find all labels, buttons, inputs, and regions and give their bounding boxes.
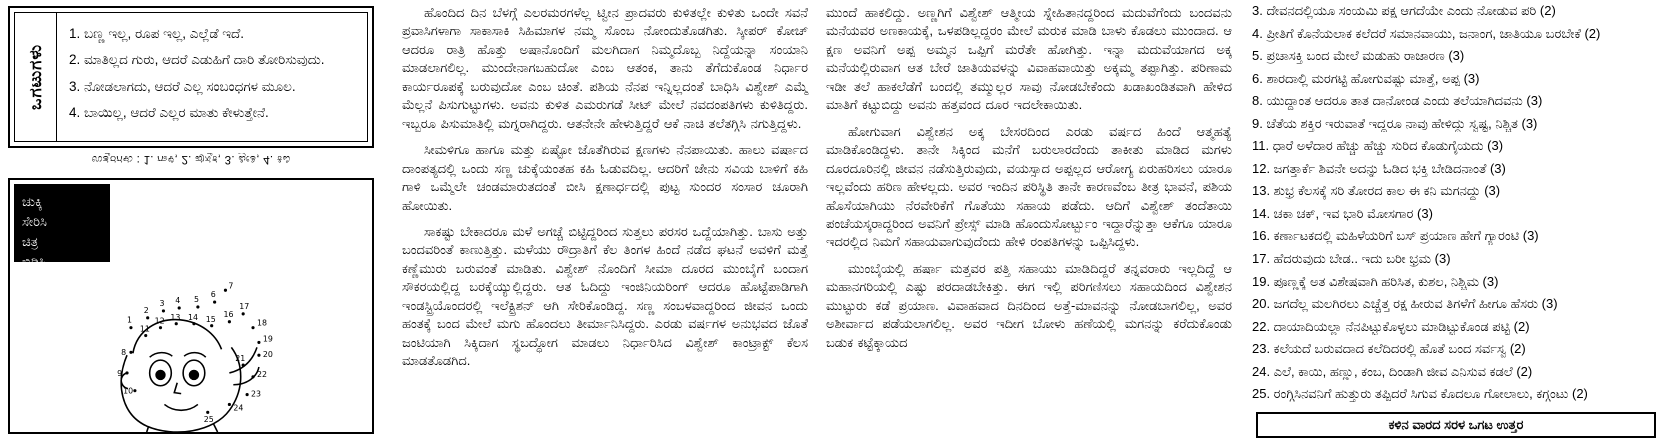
svg-text:8: 8 (121, 348, 127, 358)
svg-text:22: 22 (256, 369, 267, 379)
svg-text:3: 3 (159, 299, 165, 308)
list-item: 12. ಜಗತ್ತಾರ್ಕೆ ಶಿವನೇ ಅದನ್ನು ಓಡಿದ ಭಕ್ತಿ ಬೇಡಿದನಾಂತೆ (3) (1252, 160, 1506, 176)
dot-puzzle-label-line: ಚಿತ್ರ (22, 234, 39, 250)
list-item: 11. ಧಾರೆ ಅಳೆದಾರ ಹೆಚ್ಚು ಹೆಚ್ಚು ಸುರಿದ ಕೊಡುಗೈಯದು (3) (1252, 138, 1504, 154)
clue-list (1252, 2, 1656, 403)
riddle-item: 3. ನೋಡಲಾಗದು, ಆದರೆ ಎಲ್ಲ ಸಂಬಂಧಗಳ ಮೂಲ. (69, 78, 296, 94)
column-story-1 (396, 0, 814, 438)
column-left (0, 0, 390, 438)
list-item: 23. ಕಲೆಯದೆ ಬರುವದಾದ ಕಲೆದಿದರಲ್ಲಿ ಹೊತೆ ಬಂದ ಸರ್ವಸ್ವ (2) (1252, 341, 1526, 357)
riddles-inner (14, 12, 368, 142)
dot-puzzle-drawing (10, 180, 372, 432)
list-item: 20. ಜಗದೆಲ್ಲ ಮಲಗಿರಲು ಎಚ್ಚೆತ್ತ ರಕ್ಷ ಹೀರುವ ತಿಗಳೆಗೆ ಹೀಗೂ ಹೆಸರು (3) (1252, 296, 1558, 312)
svg-text:12: 12 (154, 316, 165, 326)
column-story-2 (820, 0, 1238, 438)
list-item: 22. ದಾಯಾದಿಯಲ್ಲಾ ನೆನಪಿಟ್ಟುಕೊಳ್ಳಲು ಮಾಡಿಟ್ಟುಕೊಂಡ ಪಟ್ಟಿ (2) (1252, 318, 1530, 334)
svg-text:2: 2 (143, 305, 149, 315)
svg-text:16: 16 (223, 309, 234, 319)
list-item: 16. ಕರ್ಣಾಟಕದಲ್ಲಿ ಮಹಿಳೆಯರಿಗೆ ಬಸ್ ಪ್ರಯಾಣ ಹೇಗೆ ಗ್ಯಾರಂಟಿ (3) (1252, 228, 1539, 244)
list-item: 3. ದೇವನದಲ್ಲಿಯೂ ಸಂಯಮಿ ಪಕ್ಷ ಆಗದೆಯೇ ಎಂದು ನೋಡುವ ಪರಿ (2) (1252, 3, 1556, 18)
riddle-item: 1. ಬಣ್ಣ ಇಲ್ಲ, ರೂಪ ಇಲ್ಲ, ಎಲ್ಲೆಡೆ ಇದೆ. (69, 26, 245, 41)
story-paragraph: ಮುಂದೆ ಹಾಕಲಿದ್ದು. ಅಣ್ಣಗಿಗೆ ವಿಶ್ವೇಶ್ ಆತ್ಮೀಯ ಸ್ನೇಹಿತಾನದ್ದರಿಂದ ಮದುವೆಗೆಂದು ಬಂದವನು ಮನೆಯವರ ಅಣಕಾಯಕ್ಕೆ, ಒಳಪಡಿಲ್ಲದ್ದರಂ ಮೇಲೆ ಮರುಕ ಮಾಡಿ ಬಾಳು ಕೊಡಲು ಮುಂದಾದ. ಆ ಕ್ಷಣ ಅವನಿಗೆ ಅಪ್ಪ ಅಮ್ಮನ ಒಪ್ಪಿಗೆ ಮರೆತೇ ಹೋಗಿತ್ತು. ಇನ್ನಾ ಮದುವೆಯಾಗದ ಅಕ್ಕ ಮನೆಯಲ್ಲಿರುವಾಗ ಆತ ಬೇರೆ ಜಾತಿಯವಳನ್ನು ವಿವಾಹವಾಯಿತ್ತು ಅಕ್ಕಮ್ಮ ತಪ್ಪಾಗಿತ್ತು. ಪರಿಣಾಮ ಇಡೀ ತಲೆ ಹಾಕಲೆಡೆಗೆ ಬಂದಲ್ಲಿ ತಮ್ಮುಲ್ಲರ ಸಾವು ನೋಡಬೇಕೆಂದು ಖಡಾಖಂಡಿತವಾಗಿ ಹೇಳಿದ ಮಾತಿಗೆ ಕಟ್ಟುಬಿದ್ದು ಅವನು ಹತ್ತವಂದ ದೂರ ಇದಲೇಕಾಯಿತು. (826, 5, 1232, 113)
list-item: 8. ಯುದ್ಧಾಂತ ಆದರೂ ತಾತ ದಾನೋಂಡ ಎಂದು ತಲೆಯಾಗಿದವನು (3) (1252, 93, 1543, 109)
svg-text:11: 11 (139, 324, 150, 334)
svg-text:1: 1 (127, 315, 133, 325)
svg-text:20: 20 (262, 350, 273, 360)
column-crossword-clues (1246, 0, 1664, 438)
svg-text:6: 6 (210, 290, 216, 300)
svg-text:21: 21 (235, 354, 246, 364)
riddles-title-text: ಒಗಟುಗಳು (25, 44, 45, 110)
svg-text:23: 23 (251, 389, 262, 399)
list-item: 25. ರಂಗ್ಗಿಸಿನವನಿಗೆ ಹುತ್ತುರು ತಪ್ಪಿದರೆ ಸಿಗುವ ಕೊದಲೂ ಗೋಲಾಲು, ಕಗ್ಗಂಟು (2) (1252, 386, 1588, 402)
svg-text:14: 14 (188, 312, 199, 322)
svg-text:7: 7 (228, 281, 234, 291)
dot-puzzle-label-line: ಚುಕ್ಕಿ (22, 194, 43, 209)
svg-text:4: 4 (175, 296, 181, 306)
svg-text:13: 13 (170, 312, 181, 322)
svg-text:25: 25 (203, 415, 214, 425)
story-paragraph: ಹೊಂದಿದ ದಿನ ಬೆಳಗ್ಗೆ ಎಲರಮರಗಳೆಲ್ಲ ಟ್ವೀನ ಪ್ರಾದವರು ಕುಳಿತಲ್ಲೇ ಕುಳಿತು ಒಂದೇ ಸವನೆ ಪ್ರವಾಸಿಗಳಾಗಾ ಸಾಕಾಸಾಕಿ ಸಿಹಿಮಾಗಳ ನಮ್ಮ ಸೊಂಬ ನೋಂದುತೊಡಗಿತು. ಸ್ಕೀಪರ್ ಕೋಚ್ ಆದರೂ ರಾತ್ರಿ ಹೊತ್ತು ಅಷಾನೊಂದಿಗೆ ಮಲಗಿದಾಗ ನಿಮ್ಮದೊಬ್ಬ ನಿದ್ದೆಯನ್ನಾ ಸಂಯಾನಿ ಮಾಡಲಾಗಲಿಲ್ಲ. ಮುಂದೇನಾಗಬಹುದೋ ಎಂಬ ಆತಂಕ, ತಾನು ತೆಗೆದುಕೊಂಡ ನಿರ್ಧಾರ ಕಾರ್ಯರೂಪಕ್ಕೆ ಬರುವುದೋ ಎಂಬ ಚಿಂತೆ. ಪಶಿಯ ನೆನಪ ಇನ್ನಿಲ್ಲದಂತೆ ಬಾಧಿಸಿ ವಿಶ್ವೇಶ್ ಎಮ್ಮೆ ಮೆಲ್ಲನೆ ಪಿಸುಗುಟ್ಟುಗಳು. ಅವನು ಕುಳಿತ ಎಮರುಗಡೆ ಸೀಟ್ ಮೇಲೆ ನವದಂಪತಿಗಳು ಕುಳಿತಿದ್ದರು. ಇಬ್ಬರೂ ಪಿಸುಮಾತಿಲ್ಲಿ ಮಗ್ನರಾಗಿದ್ದರು. ಆತನೇನೇ ಹೇಳುತ್ತಿದ್ದರೆ ಆಕೆ ನಾಚಿ ತಲೆತಗ್ಗಿಸಿ ನಗುತ್ತಿದ್ದಳು. (402, 5, 808, 131)
story-paragraph: ಮುಂಬೈಯಲ್ಲಿ ಹರ್ಷಾ ಮತ್ತವರ ಪತ್ತಿ ಸಹಾಯು ಮಾಡಿದಿದ್ದರೆ ತನ್ನವರಾರು ಇಲ್ಲದಿದ್ದೆ ಆ ಮಹಾನಗರಿಯಲ್ಲಿ ಎಷ್ಟು ಪರದಾಡಬೇಕಿತ್ತು. ಈಗ ಇಲ್ಲಿ ಪರಿಗಣಿಸಲು ಸಹಾಯದಿಂದ ವಿಶ್ವೇಶನ ಮುಟ್ಟುರು ಕಡೆ ಪ್ರಯಾಣ. ವಿವಾಹವಾದ ದಿನದಿಂದ ಅತ್ತೆ-ಮಾವನನ್ನು ನೋಡಬಾಗಲಿಲ್ಲ, ಅವರ ಅಶೀರ್ವಾದ ಪಡೆಯಲಾಗಲಿಲ್ಲ. ಅವರ ಇದೀಗ ಬೋಳು ಹಣೆಯಲ್ಲಿ ಮಗನನ್ನು ಕರೆದುಕೊಂಡು ಬಡುಕ ಕಟ್ಟೆಕ್ಕಾಯದ (826, 260, 1232, 350)
riddles-list (57, 13, 367, 141)
riddles-answer: ಉತ್ತರಗಳು : 1. ಗಾಳಿ, 2. ಪುಸ್ತಕ, 3. ಪ್ರೀತಿ, 4. ಕಿವಿ (91, 153, 291, 165)
list-item: 24. ಎಲೆ, ಕಾಯಿ, ಹಣ್ಣು, ಕಂಬ, ದಿಂಡಾಗಿ ಜೀವ ಎನಿಸುವ ಕಡಲೆ (2) (1252, 363, 1533, 379)
list-item: 13. ಶುಭ್ರ ಕೆಲಸಕ್ಕೆ ಸರಿ ತೋರದ ಕಾಲ ಈ ಕನಿ ಮಗನದ್ದು (3) (1252, 183, 1501, 199)
list-item: 19. ಪೂಣ್ಣಕ್ಕೆ ಅತ ವಿಶೇಷವಾಗಿ ಹರಿಸಿತ, ಕುಶಲ, ನಿಶ್ಚಿಮ (3) (1252, 273, 1499, 289)
svg-text:9: 9 (117, 368, 123, 378)
list-item: 4. ಪ್ರೀತಿಗೆ ಕೊನೆಯಲಾಕ ಕಲೆದರೆ ಸಮಾನವಾಯು, ಜನಾಂಗ, ಜಾತಿಯೂ ಬರಬೇಕೆ (2) (1252, 25, 1601, 41)
dot-puzzle-label-line: ಸೇರಿಸಿ (22, 214, 47, 230)
svg-text:24: 24 (233, 403, 244, 413)
svg-text:19: 19 (262, 334, 273, 344)
story-paragraph: ಸಾಕಷ್ಟು ಬೇಕಾದರೂ ಮಳೆ ಅಗಚ್ಚೆ ಬಿಟ್ಟಿದ್ದರಿಂದ ಸುತ್ತಲು ಪರಸರ ಒದ್ದೆಯಾಗಿತ್ತು. ಬಾಸು ಅತ್ತು ಬಂದವರಿಂತೆ ಕಾಣುತ್ತಿತ್ತು. ಮಳೆಯು ರೌದ್ರಾತಿಗೆ ಕೆಲ ತಿಂಗಳ ಹಿಂದೆ ನಡೆದ ಘಟನೆ ಅವಳಿಗೆ ಮತ್ತೆ ಕಣ್ಣೆಮುರು ಬರುವಂತೆ ಮಾಡಿತು. ವಿಶ್ವೇಶ್ ನೊಂದಿಗೆ ಸೀಮಾ ದೂರದ ಮುಂಬೈಗೆ ಬಂದಾಗ ಸೌಕರಯಲ್ಲಿದ್ದ ಬರಕ್ಕೆಯ್ಯುಲ್ಲಿದ್ದರು. ಆತ ಓದಿದ್ದು ಇಂಜಿನಿಯರಿಂಗ್ ಆದರೂ ಹೊಟ್ಟೆಪಾಡಿಗಾಗಿ ಇಂಡಸ್ಟ್ರಿಯೊಂದರಲ್ಲಿ ಇಲೆಕ್ಟ್ರಿಶನ್ ಆಗಿ ಸೇರಿಕೊಂಡಿದ್ದ. ಸಣ್ಣ ಸಂಬಳವಾದ್ದರಿಂದ ಜೀವನ ಒಂದು ಹಂತಕ್ಕೆ ಬಂದ ಮೇಲೆ ಮಗು ಹೊಂದಲು ತೀರ್ಮಾನಿಸಿದ್ದರು. ಎರಡು ವರ್ಷಗಳ ಅನುಭವದ ಜೊತೆ ಜಂಟಿಯಾಗಿ ಸಿಕ್ಕಿದಾಗ ಸ್ಥಬದ್ಧೋಗ ಮಾಡಲು ನಿರ್ಧಾರಿಸಿದ ವಿಶ್ವೇಶ್ ಕಾಂಟ್ರಾಕ್ಟ್ ಕೆಲಸ ಮಾಡತೊಡಗಿದ. (402, 223, 808, 369)
list-item: 17. ಹೆದರುವುದು ಬೇಡ.. ಇದು ಬರೀ ಭ್ರಮ (3) (1252, 251, 1451, 267)
story-paragraph: ಸೀಮಳಿಗೂ ಹಾಗೂ ಮತ್ತು ಏಷ್ಟೋ ಜೊತೆಗಿರುವ ಕ್ಷಣಗಳು ನೆನಪಾಯಿತು. ಹಾಲು ವರ್ಷಾದ ದಾಂಪತ್ಯದಲ್ಲಿ ಒಂದು ಸಣ್ಣ ಚುಕ್ಕೆಯಂತಹ ಕಹಿ ಓಡುವದಿಲ್ಲ. ಆದರಿಗೆ ಜೇನು ಸವಿಯ ಬಾಳಿಗೆ ಕಹಿ ಗಾಳಿ ಒಮ್ಮೆಲೇ ಚಂಡಮಾರುತದಂತೆ ಬೀಸಿ ಕ್ಷಣಾರ್ಧದಲ್ಲಿ ಪುಟ್ಟ ಸುಂದರ ಸಂಸಾರ ಚೂರಾಗಿ ಹೋಯಿತು. (402, 142, 808, 213)
list-item: 9. ಚೆತೆಯ ಶಕ್ತಿರ ಇರುವಾತೆ ಇದ್ದರೂ ನಾವು ಹೇಳಿದ್ದು ಸ್ವಷ್ಟ, ನಿಶ್ಚಿತ (3) (1252, 115, 1538, 131)
svg-text:10: 10 (123, 386, 134, 396)
list-item: 5. ಪ್ರಚಾಸಕ್ತಿ ಬಂದ ಮೇಲೆ ಮಡುಹು ರಾಜಾರಣ (3) (1252, 48, 1465, 64)
dot-to-dot-puzzle (8, 178, 374, 434)
svg-text:5: 5 (193, 295, 199, 305)
riddle-item: 2. ಮಾತಿಲ್ಲದ ಗುರು, ಆದರೆ ಎಡುಹಿಗೆ ದಾರಿ ತೋರಿಸುವುದು. (69, 52, 325, 68)
riddles-title (15, 13, 57, 141)
svg-text:15: 15 (205, 314, 216, 324)
list-item: 6. ಶಾರದಾಲ್ಲಿ ಮರಗಟ್ಟಿ ಹೋಗುವಷ್ಟು ಮಾತ್ತೆ, ಅಪ್ಪ (3) (1252, 70, 1480, 86)
svg-text:17: 17 (239, 301, 250, 311)
previous-answers-title: ಕಳಿನ ವಾರದ ಸರಳ ಒಗಟ ಉತ್ತರ (1388, 417, 1524, 432)
riddles-box (8, 6, 374, 148)
list-item: 14. ಚಕಾ ಚಕ್, ಇವ ಭಾರಿ ಮೋಸಗಾರ (3) (1252, 205, 1433, 221)
story-paragraph: ಹೋಗುವಾಗ ವಿಶ್ವೇಶನ ಅಕ್ಕ ಬೇಸರದಿಂದ ಎರಡು ವರ್ಷದ ಹಿಂದೆ ಆತ್ಮಹತ್ಯೆ ಮಾಡಿಕೊಂಡಿದ್ದಳು. ತಾನೇ ಸಿಕ್ಕಿಂದ ಮನೆಗೆ ಬರುಲಾರದೆಂದು ತಾಕೀತು ಮಾಡಿದ ಮಗಳು ದೂರದೂರಿನಲ್ಲಿ ಜೀವನ ನಡೆಸುತ್ತಿರುವುದು, ವಯಸ್ಸಾದ ಅಪ್ಪಲ್ಲದ ಆರೋಗ್ಯ ಏರುಹರಿಸಲು ಯಾರೂ ಇಲ್ಲವೆಂದು ಹರಿಣ ಹೇಳಲ್ಲದು. ಅವರ ಇಂದಿನ ಪರಿಸ್ಥಿತಿ ತಾನೇ ಕಾರಣವೆಂಬ ತೀತ್ರ ಭಾವನೆ, ಪಶಿಯ ಹೊಸೆಯಾಗಿಯು ನೆರವೇರಿಕೆಗೆ ಗೊತೆಯು ಸಹಾಯ ಪಡೆದು. ಆದಿಗೆ ವಿಶ್ವೇಶ್ ತಂದೆತಾಯಿ ಪಂಚೆಯಸ್ಕರಾದ್ದರಿಂದ ಅವನಿಗೆ ಪ್ರೇಸ್ಸ್ ಮಾಡಿ ಹೊಂದುಸೋರ್ಟ್ಬುಂ ಇದ್ದಾರೆನ್ನುತ್ತಾ ಆಕೆಗೂ ಯಾರೂ ಇದರಲ್ಲಿದ ನಿಮಗೆ ಸಹಾಯವಾಗುವುದೆಂದು ಹೇಳಿ ರಂಪತಿಗಳನ್ನು ಒಪ್ಪಿಸಿದ್ದಳು. (826, 123, 1232, 250)
riddle-item: 4. ಬಾಯಿಲ್ಲ, ಆದರೆ ಎಲ್ಲರ ಮಾತು ಕೇಳುತ್ತೇನೆ. (69, 104, 269, 120)
previous-answers-box (1256, 412, 1656, 438)
dot-puzzle-label-line: ಬಿಡಿಸಿ (22, 254, 46, 270)
svg-text:18: 18 (256, 318, 267, 328)
